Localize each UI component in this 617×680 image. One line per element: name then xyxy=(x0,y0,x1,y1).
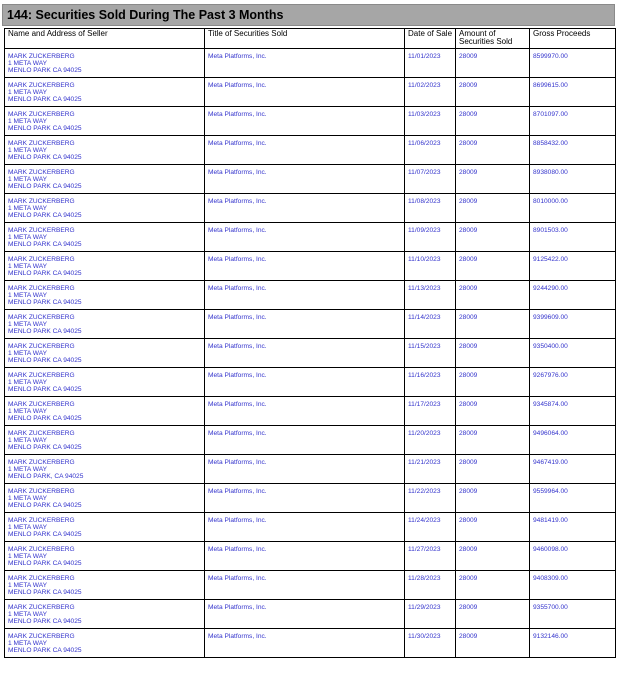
table-row xyxy=(5,223,616,252)
seller-name: MARK ZUCKERBERG xyxy=(8,459,75,466)
amount-sold-cell: 28009 xyxy=(456,107,530,136)
gross-proceeds-cell: 8901503.00 xyxy=(530,223,616,252)
security-title-cell: Meta Platforms, Inc. xyxy=(205,49,405,78)
gross-proceeds-cell: 9125422.00 xyxy=(530,252,616,281)
seller-address-line: 1 META WAY xyxy=(8,408,48,415)
seller-address-line: 1 META WAY xyxy=(8,582,48,589)
seller-name: MARK ZUCKERBERG xyxy=(8,111,75,118)
seller-name: MARK ZUCKERBERG xyxy=(8,227,75,234)
seller-address-line: 1 META WAY xyxy=(8,147,48,154)
gross-proceeds-cell: 9481419.00 xyxy=(530,513,616,542)
seller-address-line: MENLO PARK CA 94025 xyxy=(8,386,82,393)
sale-date-cell: 11/20/2023 xyxy=(405,426,456,455)
seller-name: MARK ZUCKERBERG xyxy=(8,488,75,495)
seller-address-line: 1 META WAY xyxy=(8,466,48,473)
seller-name: MARK ZUCKERBERG xyxy=(8,169,75,176)
seller-address-line: MENLO PARK CA 94025 xyxy=(8,299,82,306)
security-title-cell: Meta Platforms, Inc. xyxy=(205,426,405,455)
seller-address-line: 1 META WAY xyxy=(8,292,48,299)
seller-cell xyxy=(5,629,205,658)
table-row xyxy=(5,455,616,484)
seller-cell xyxy=(5,339,205,368)
gross-proceeds-cell: 9496064.00 xyxy=(530,426,616,455)
seller-address-line: MENLO PARK CA 94025 xyxy=(8,589,82,596)
seller-cell xyxy=(5,426,205,455)
security-title-cell: Meta Platforms, Inc. xyxy=(205,252,405,281)
sale-date-cell: 11/27/2023 xyxy=(405,542,456,571)
amount-sold-cell: 28009 xyxy=(456,368,530,397)
sale-date-cell: 11/15/2023 xyxy=(405,339,456,368)
gross-proceeds-cell: 8701097.00 xyxy=(530,107,616,136)
seller-address-line: 1 META WAY xyxy=(8,379,48,386)
seller-address-line: MENLO PARK CA 94025 xyxy=(8,183,82,190)
gross-proceeds-cell: 9467419.00 xyxy=(530,455,616,484)
amount-sold-cell: 28009 xyxy=(456,136,530,165)
seller-address-line: 1 META WAY xyxy=(8,437,48,444)
sale-date-cell: 11/29/2023 xyxy=(405,600,456,629)
gross-proceeds-cell: 9350400.00 xyxy=(530,339,616,368)
table-header-row xyxy=(5,29,616,49)
seller-name: MARK ZUCKERBERG xyxy=(8,198,75,205)
security-title-cell: Meta Platforms, Inc. xyxy=(205,78,405,107)
amount-sold-cell: 28009 xyxy=(456,426,530,455)
table-row xyxy=(5,484,616,513)
seller-cell xyxy=(5,513,205,542)
seller-address-line: 1 META WAY xyxy=(8,524,48,531)
table-row xyxy=(5,194,616,223)
column-header-amount xyxy=(456,29,530,49)
table-row xyxy=(5,49,616,78)
seller-name: MARK ZUCKERBERG xyxy=(8,343,75,350)
seller-cell xyxy=(5,397,205,426)
seller-cell xyxy=(5,600,205,629)
amount-sold-cell: 28009 xyxy=(456,49,530,78)
amount-sold-cell: 28009 xyxy=(456,513,530,542)
gross-proceeds-cell: 9244290.00 xyxy=(530,281,616,310)
table-row xyxy=(5,600,616,629)
amount-sold-cell: 28009 xyxy=(456,281,530,310)
gross-proceeds-cell: 8010000.00 xyxy=(530,194,616,223)
seller-address-line: MENLO PARK CA 94025 xyxy=(8,154,82,161)
table-body xyxy=(5,49,616,658)
seller-cell xyxy=(5,165,205,194)
sale-date-cell: 11/28/2023 xyxy=(405,571,456,600)
security-title-cell: Meta Platforms, Inc. xyxy=(205,571,405,600)
seller-cell xyxy=(5,194,205,223)
seller-cell xyxy=(5,252,205,281)
amount-sold-cell: 28009 xyxy=(456,571,530,600)
amount-sold-cell: 28009 xyxy=(456,600,530,629)
security-title-cell: Meta Platforms, Inc. xyxy=(205,107,405,136)
seller-cell xyxy=(5,78,205,107)
column-header-date: Date of Sale xyxy=(405,29,456,49)
seller-name: MARK ZUCKERBERG xyxy=(8,430,75,437)
sale-date-cell: 11/01/2023 xyxy=(405,49,456,78)
security-title-cell: Meta Platforms, Inc. xyxy=(205,194,405,223)
sale-date-cell: 11/13/2023 xyxy=(405,281,456,310)
table-row xyxy=(5,571,616,600)
seller-address-line: MENLO PARK CA 94025 xyxy=(8,618,82,625)
gross-proceeds-cell: 9408309.00 xyxy=(530,571,616,600)
seller-cell xyxy=(5,542,205,571)
seller-address-line: MENLO PARK CA 94025 xyxy=(8,560,82,567)
amount-sold-cell: 28009 xyxy=(456,223,530,252)
sale-date-cell: 11/07/2023 xyxy=(405,165,456,194)
sale-date-cell: 11/24/2023 xyxy=(405,513,456,542)
sale-date-cell: 11/10/2023 xyxy=(405,252,456,281)
section-title: 144: Securities Sold During The Past 3 Months xyxy=(2,4,615,26)
seller-name: MARK ZUCKERBERG xyxy=(8,517,75,524)
seller-cell xyxy=(5,49,205,78)
seller-address-line: 1 META WAY xyxy=(8,60,48,67)
gross-proceeds-cell: 8699615.00 xyxy=(530,78,616,107)
seller-address-line: MENLO PARK CA 94025 xyxy=(8,270,82,277)
amount-sold-cell: 28009 xyxy=(456,542,530,571)
seller-cell xyxy=(5,136,205,165)
seller-cell xyxy=(5,107,205,136)
gross-proceeds-cell: 8858432.00 xyxy=(530,136,616,165)
table-row xyxy=(5,107,616,136)
sale-date-cell: 11/02/2023 xyxy=(405,78,456,107)
table-row xyxy=(5,165,616,194)
sale-date-cell: 11/09/2023 xyxy=(405,223,456,252)
security-title-cell: Meta Platforms, Inc. xyxy=(205,542,405,571)
security-title-cell: Meta Platforms, Inc. xyxy=(205,484,405,513)
seller-address-line: 1 META WAY xyxy=(8,350,48,357)
seller-address-line: 1 META WAY xyxy=(8,176,48,183)
seller-address-line: 1 META WAY xyxy=(8,234,48,241)
gross-proceeds-cell: 9559964.00 xyxy=(530,484,616,513)
seller-address-line: 1 META WAY xyxy=(8,640,48,647)
seller-address-line: 1 META WAY xyxy=(8,321,48,328)
securities-sold-table xyxy=(4,28,616,658)
gross-proceeds-cell: 8599970.00 xyxy=(530,49,616,78)
security-title-cell: Meta Platforms, Inc. xyxy=(205,600,405,629)
sale-date-cell: 11/08/2023 xyxy=(405,194,456,223)
sale-date-cell: 11/17/2023 xyxy=(405,397,456,426)
security-title-cell: Meta Platforms, Inc. xyxy=(205,223,405,252)
table-row xyxy=(5,310,616,339)
seller-address-line: MENLO PARK CA 94025 xyxy=(8,328,82,335)
seller-cell xyxy=(5,455,205,484)
gross-proceeds-cell: 9267976.00 xyxy=(530,368,616,397)
security-title-cell: Meta Platforms, Inc. xyxy=(205,165,405,194)
seller-cell xyxy=(5,310,205,339)
gross-proceeds-cell: 9355700.00 xyxy=(530,600,616,629)
seller-name: MARK ZUCKERBERG xyxy=(8,285,75,292)
amount-sold-cell: 28009 xyxy=(456,629,530,658)
seller-cell xyxy=(5,571,205,600)
seller-address-line: 1 META WAY xyxy=(8,495,48,502)
seller-address-line: 1 META WAY xyxy=(8,205,48,212)
sale-date-cell: 11/03/2023 xyxy=(405,107,456,136)
seller-address-line: MENLO PARK CA 94025 xyxy=(8,125,82,132)
seller-name: MARK ZUCKERBERG xyxy=(8,314,75,321)
seller-address-line: MENLO PARK CA 94025 xyxy=(8,531,82,538)
security-title-cell: Meta Platforms, Inc. xyxy=(205,281,405,310)
seller-name: MARK ZUCKERBERG xyxy=(8,575,75,582)
table-row xyxy=(5,426,616,455)
seller-name: MARK ZUCKERBERG xyxy=(8,372,75,379)
seller-name: MARK ZUCKERBERG xyxy=(8,53,75,60)
sale-date-cell: 11/30/2023 xyxy=(405,629,456,658)
table-row xyxy=(5,281,616,310)
seller-address-line: MENLO PARK CA 94025 xyxy=(8,357,82,364)
table-row xyxy=(5,368,616,397)
seller-name: MARK ZUCKERBERG xyxy=(8,401,75,408)
amount-sold-cell: 28009 xyxy=(456,165,530,194)
seller-address-line: MENLO PARK CA 94025 xyxy=(8,647,82,654)
seller-address-line: MENLO PARK, CA 94025 xyxy=(8,473,84,480)
sale-date-cell: 11/21/2023 xyxy=(405,455,456,484)
seller-address-line: 1 META WAY xyxy=(8,89,48,96)
seller-name: MARK ZUCKERBERG xyxy=(8,140,75,147)
table-row xyxy=(5,542,616,571)
sale-date-cell: 11/16/2023 xyxy=(405,368,456,397)
seller-address-line: 1 META WAY xyxy=(8,611,48,618)
sale-date-cell: 11/22/2023 xyxy=(405,484,456,513)
table-row xyxy=(5,629,616,658)
seller-address-line: 1 META WAY xyxy=(8,263,48,270)
seller-name: MARK ZUCKERBERG xyxy=(8,256,75,263)
amount-sold-cell: 28009 xyxy=(456,339,530,368)
seller-address-line: 1 META WAY xyxy=(8,118,48,125)
seller-address-line: MENLO PARK CA 94025 xyxy=(8,96,82,103)
amount-sold-cell: 28009 xyxy=(456,194,530,223)
seller-address-line: MENLO PARK CA 94025 xyxy=(8,241,82,248)
seller-name: MARK ZUCKERBERG xyxy=(8,604,75,611)
table-row xyxy=(5,78,616,107)
seller-cell xyxy=(5,368,205,397)
security-title-cell: Meta Platforms, Inc. xyxy=(205,339,405,368)
seller-cell xyxy=(5,223,205,252)
security-title-cell: Meta Platforms, Inc. xyxy=(205,397,405,426)
amount-sold-cell: 28009 xyxy=(456,397,530,426)
column-header-amount-label: Amount of Securities Sold xyxy=(459,29,513,46)
seller-cell xyxy=(5,281,205,310)
column-header-proceeds: Gross Proceeds xyxy=(530,29,616,49)
amount-sold-cell: 28009 xyxy=(456,78,530,107)
table-row xyxy=(5,397,616,426)
security-title-cell: Meta Platforms, Inc. xyxy=(205,629,405,658)
seller-name: MARK ZUCKERBERG xyxy=(8,633,75,640)
table-row xyxy=(5,339,616,368)
table-row xyxy=(5,252,616,281)
seller-address-line: 1 META WAY xyxy=(8,553,48,560)
security-title-cell: Meta Platforms, Inc. xyxy=(205,310,405,339)
seller-name: MARK ZUCKERBERG xyxy=(8,546,75,553)
gross-proceeds-cell: 9132146.00 xyxy=(530,629,616,658)
gross-proceeds-cell: 8938080.00 xyxy=(530,165,616,194)
amount-sold-cell: 28009 xyxy=(456,455,530,484)
seller-address-line: MENLO PARK CA 94025 xyxy=(8,444,82,451)
table-row xyxy=(5,513,616,542)
seller-address-line: MENLO PARK CA 94025 xyxy=(8,67,82,74)
seller-address-line: MENLO PARK CA 94025 xyxy=(8,415,82,422)
seller-cell xyxy=(5,484,205,513)
sale-date-cell: 11/14/2023 xyxy=(405,310,456,339)
gross-proceeds-cell: 9345874.00 xyxy=(530,397,616,426)
column-header-title: Title of Securities Sold xyxy=(205,29,405,49)
gross-proceeds-cell: 9399609.00 xyxy=(530,310,616,339)
security-title-cell: Meta Platforms, Inc. xyxy=(205,455,405,484)
security-title-cell: Meta Platforms, Inc. xyxy=(205,513,405,542)
seller-address-line: MENLO PARK CA 94025 xyxy=(8,502,82,509)
table-row xyxy=(5,136,616,165)
gross-proceeds-cell: 9460098.00 xyxy=(530,542,616,571)
column-header-seller: Name and Address of Seller xyxy=(5,29,205,49)
security-title-cell: Meta Platforms, Inc. xyxy=(205,136,405,165)
amount-sold-cell: 28009 xyxy=(456,252,530,281)
sale-date-cell: 11/06/2023 xyxy=(405,136,456,165)
seller-name: MARK ZUCKERBERG xyxy=(8,82,75,89)
amount-sold-cell: 28009 xyxy=(456,310,530,339)
amount-sold-cell: 28009 xyxy=(456,484,530,513)
security-title-cell: Meta Platforms, Inc. xyxy=(205,368,405,397)
seller-address-line: MENLO PARK CA 94025 xyxy=(8,212,82,219)
